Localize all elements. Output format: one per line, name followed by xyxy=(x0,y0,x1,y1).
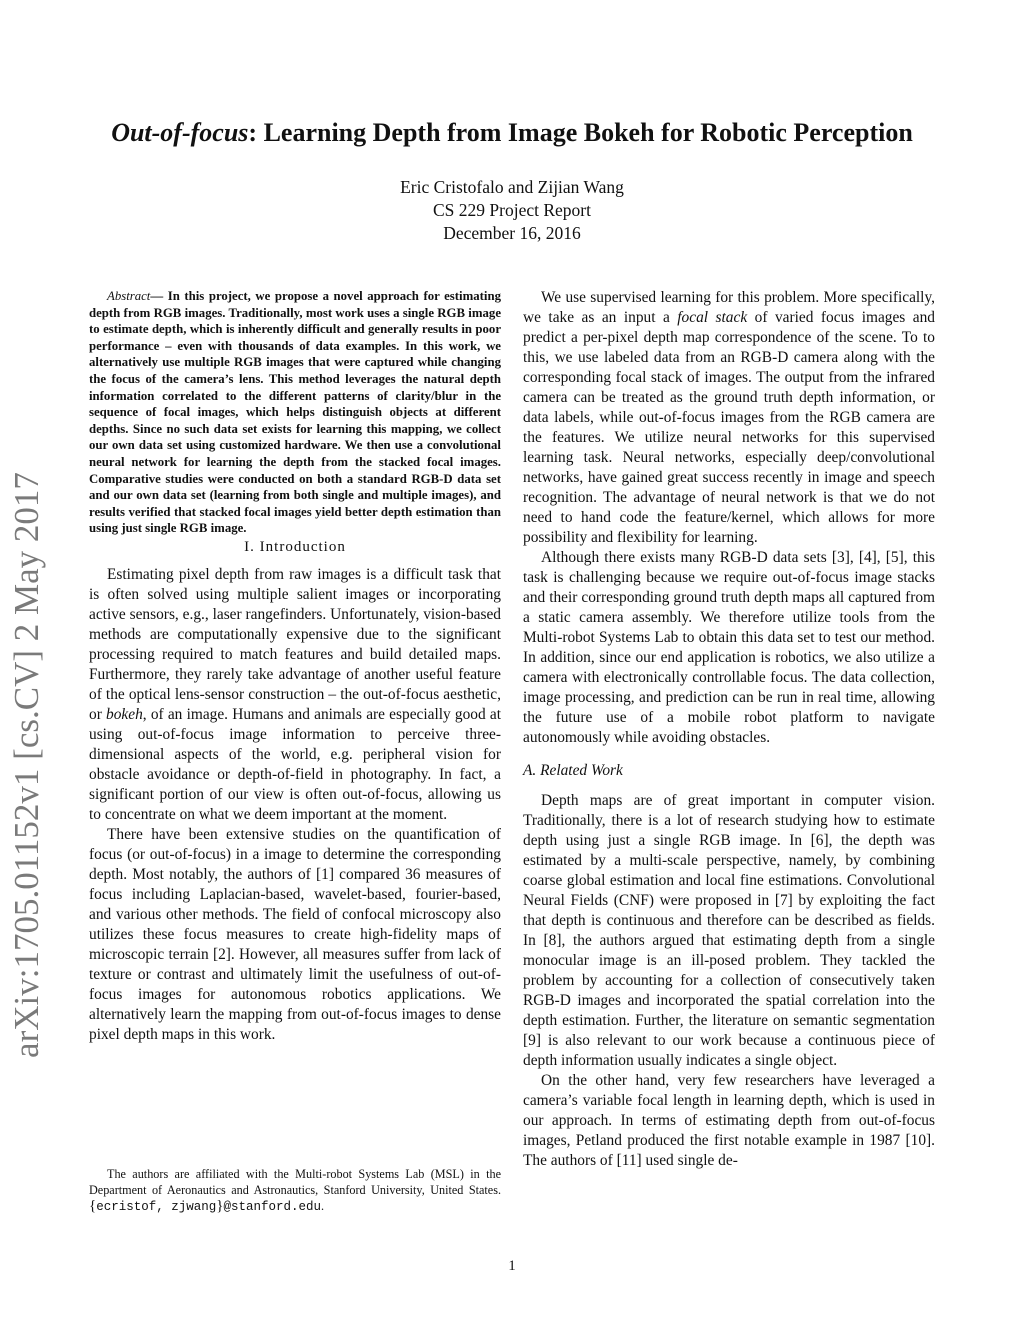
title-italic: Out-of-focus xyxy=(111,118,249,147)
footnote xyxy=(89,1167,501,1215)
author-names: Eric Cristofalo and Zijian Wang xyxy=(400,177,624,197)
footnote-end: . xyxy=(320,1198,325,1213)
paper-title xyxy=(60,113,964,153)
author-block xyxy=(300,176,724,245)
intro-paragraph-1 xyxy=(89,565,501,825)
intro-p1-text-b: , of an image. Humans and animals are especially good at using out-of-focus image information to perceive three-dimensional aspects of the world, e.g. peripheral vision for obstacle avoidance or depth-of-field in photography. In fact, a significant portion of our view is often out-of-focus, allowing us to concentrate on what we deem important at the moment. xyxy=(89,705,501,823)
page-number: 1 xyxy=(508,1258,516,1274)
section-heading-introduction: I. Introduction xyxy=(244,538,346,555)
intro-paragraph-2: There have been extensive studies on the quantification of focus (or out-of-focus) in a image to determine the corresponding depth. Most notably, the authors of [1] compared 36 measures of focus including Laplacian-based, wavelet-based, fourier-based, and various other methods. The field of confocal microscopy also utilizes these focus measures to create high-fidelity maps of microscopic terrain [2]. However, all measures suffer from lack of texture or contrast and ultimately limit the usefulness of out-of-focus images for autonomous robotics applications. We alternatively learn the mapping from out-of-focus images to dense pixel depth maps in this work. xyxy=(89,825,501,1043)
footnote-text: The authors are affiliated with the Multi-robot Systems Lab (MSL) in the Department of Aeronautics and Astronautics, Stanford University, United States. xyxy=(89,1167,501,1197)
right-p1-text-b: of varied focus images and predict a per-pixel depth map correspondence of the scene. To to this, we use labeled data from an RGB-D camera along with the corresponding focal stack of images. The output from the infrared camera can be treated as the ground truth depth information, or data labels, while out-of-focus images from the RGB camera are the features. We utilize neural networks for this supervised learning task. Neural networks, especially deep/convolutional networks, have gained great success recently in image and speech recognition. The advantage of neural network is that we do not need to hand code the feature/kernel, which allows for more possibility and flexibility for learning. xyxy=(523,309,936,546)
footnote-brace-open: { xyxy=(89,1197,97,1214)
right-paragraph-4: On the other hand, very few researchers have leveraged a camera’s variable focal length in learning depth, which is used in our approach. In terms of estimating depth from out-of-focus images, Petland produced the first notable example in 1987 [10]. The authors of [11] used single de- xyxy=(523,1072,935,1169)
right-paragraph-3: Depth maps are of great important in computer vision. Traditionally, there is a lot of research studying how to estimate depth using just a single RGB image. In [6], the depth was estimated by a multi-scale perspective, namely, by combining coarse global estimation and local fine estimations. Convolutional Neural Fields (CNF) were proposed in [7] by exploiting the fact that depth is continuous and therefore can be described as fields. In [8], the authors argued that estimating depth from a single monocular image is an ill-posed problem. They tackled the problem by accounting for a collection of consecutively taken RGB-D images and incorporated the spatial correlation into the depth estimation. Further, the literature on semantic segmentation [9] is also relevant to our work because a continuous piece of depth information usually indicates a single object. xyxy=(523,792,935,1069)
intro-p1-text-a: Estimating pixel depth from raw images is a difficult task that is often solved using multiple salient images or incorporating active sensors, e.g., laser rangefinders. Unfortunately, vision-based methods are computationally expensive due to the significant processing required to match features and build detailed maps. Furthermore, they rarely take advantage of another useful feature of the optical lens-sensor construction – the out-of-focus aesthetic, or xyxy=(89,565,501,723)
right-p1-emphasis: focal stack xyxy=(677,309,748,326)
right-paragraph-1 xyxy=(523,288,935,548)
abstract-text: — In this project, we propose a novel approach for estimating depth from RGB images. Traditionally, most work uses a single RGB image to estimate depth, which is inherently difficult and generally results in poor performance – even with thousands of data examples. In this work, we alternatively use multiple RGB images that were captured while changing the focus of the camera’s lens. This method leverages the natural depth information correlated to the different patterns of clarity/blur in the sequence of focal images, which helps distinguish objects at different depths. Since no such data set exists for learning this mapping, we collect our own data set using customized hardware. We then use a convolutional neural network for learning the depth from the stacked focal images. Comparative studies were conducted on both a standard RGB-D data set and our own data set (learning from both single and multiple images), and results verified that stacked focal images yield better depth estimation than using just single RGB image. xyxy=(89,289,501,536)
footnote-domain: @stanford.edu xyxy=(223,1199,321,1214)
footnote-brace-close: } xyxy=(216,1197,224,1214)
abstract xyxy=(89,288,501,537)
right-p1-text-a: We use supervised learning for this problem. More specifically, we take as an input a xyxy=(523,289,935,326)
arxiv-identifier: arXiv:1705.01152v1 [cs.CV] 2 May 2017 xyxy=(7,472,46,1058)
left-column xyxy=(89,288,501,1045)
subsection-heading-related-work: A. Related Work xyxy=(523,762,623,779)
intro-p1-emphasis: bokeh xyxy=(106,705,143,723)
right-column xyxy=(523,288,935,1171)
report-date: December 16, 2016 xyxy=(443,223,581,243)
title-rest: : Learning Depth from Image Bokeh for Robotic Perception xyxy=(248,118,913,147)
report-type: CS 229 Project Report xyxy=(433,200,591,220)
right-paragraph-2: Although there exists many RGB-D data sets [3], [4], [5], this task is challenging because we require out-of-focus image stacks and their corresponding ground truth depth maps all captured from a static camera assembly. We therefore utilize tools from the Multi-robot Systems Lab to obtain this data set to test our method. In addition, since our end application is robotics, we also utilize a camera with electronically controllable focus. The data collection, image processing, and prediction can be run in real time, allowing the future use of a mobile robot platform to navigate autonomously while avoiding obstacles. xyxy=(523,549,935,746)
abstract-label: Abstract xyxy=(107,289,151,303)
footnote-emails: ecristof, zjwang xyxy=(96,1199,217,1214)
